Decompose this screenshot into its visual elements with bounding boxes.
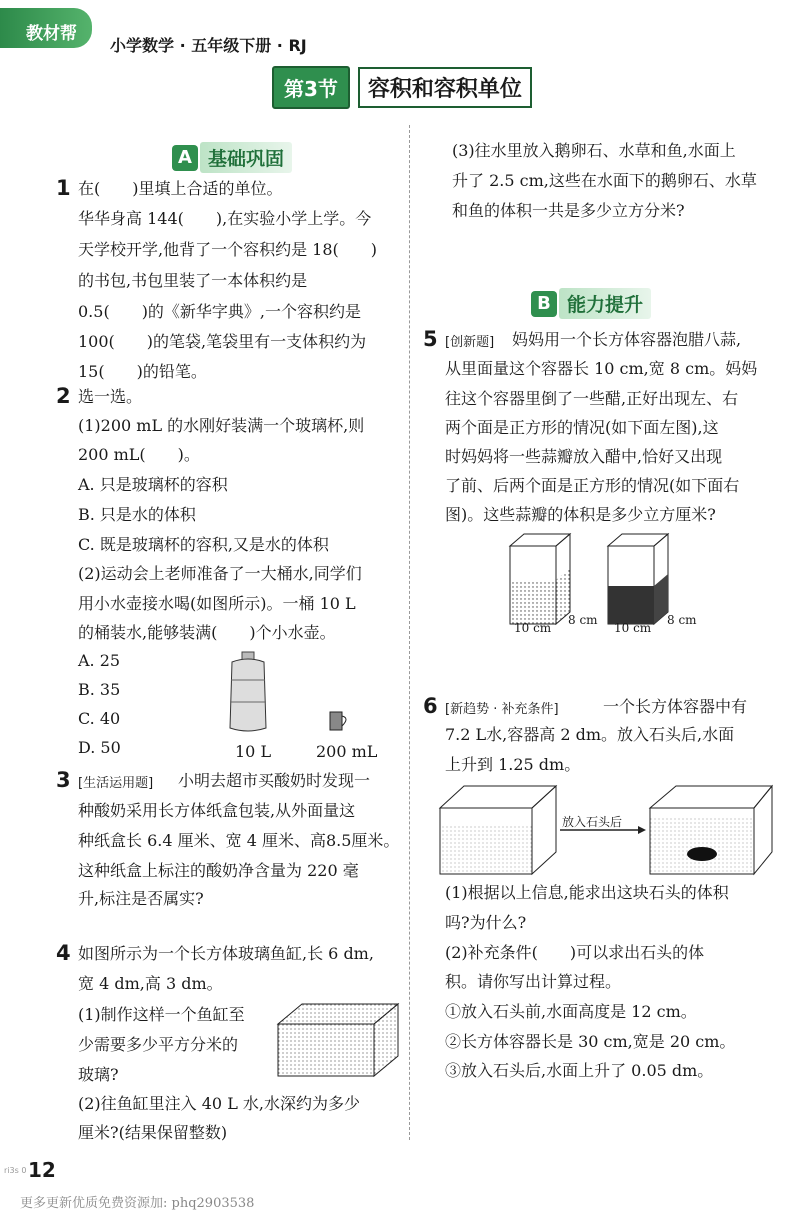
q2-line: (1)200 mL 的水刚好装满一个玻璃杯,则 — [78, 416, 365, 435]
right-container — [608, 534, 668, 624]
left-length-label: 10 cm — [514, 621, 552, 635]
right-width-label: 8 cm — [667, 613, 697, 627]
q2-option: A. 只是玻璃杯的容积 — [78, 475, 228, 494]
q6-line: 一个长方体容器中有 — [603, 697, 748, 716]
part-a-badge — [172, 142, 292, 173]
q4-3-line: (3)往水里放入鹅卵石、水草和鱼,水面上 — [452, 141, 736, 160]
q2-line: 200 mL( )。 — [78, 445, 200, 464]
q2-number: 2 — [56, 384, 71, 408]
water-bucket-figure — [218, 650, 378, 740]
q2-choice: C. 40 — [78, 709, 121, 728]
q1-line: 的书包,书包里装了一本体积约是 — [78, 271, 308, 290]
section-number: 第3节 — [272, 66, 350, 109]
q1-line: 15( )的铅笔。 — [78, 362, 207, 381]
q4-line: (1)制作这样一个鱼缸至 — [78, 1005, 245, 1024]
arrow-head — [638, 826, 646, 834]
column-divider — [409, 125, 410, 1140]
q1-line: 天学校开学,他背了一个容积约是 18( ) — [78, 240, 378, 259]
q6-condition: ②长方体容器长是 30 cm,宽是 20 cm。 — [445, 1032, 736, 1051]
q4-3-line: 和鱼的体积一共是多少立方分米? — [452, 201, 685, 220]
q2-option: B. 只是水的体积 — [78, 505, 196, 524]
q3-line: 种酸奶采用长方体纸盒包装,从外面量这 — [78, 801, 356, 820]
part-b-letter: B — [531, 291, 557, 317]
book-title: 小学数学 · 五年级下册 · RJ — [110, 36, 307, 55]
container-before — [440, 786, 556, 874]
q2-choice: B. 35 — [78, 680, 121, 699]
q4-3-line: 升了 2.5 cm,这些在水面下的鹅卵石、水草 — [452, 171, 757, 190]
fish-tank-figure — [274, 1000, 404, 1080]
q5-number: 5 — [423, 327, 438, 351]
part-b-badge — [531, 288, 651, 319]
page-mark: ri3s 0 — [4, 1166, 27, 1175]
q2-choice: D. 50 — [78, 738, 121, 757]
q2-line: 选一选。 — [78, 387, 143, 406]
q3-line: 种纸盒长 6.4 厘米、宽 4 厘米、高8.5厘米。 — [78, 831, 400, 850]
q6-number: 6 — [423, 694, 438, 718]
brand-label: 教材帮 — [26, 24, 77, 44]
q1-line: 华华身高 144( ),在实验小学上学。今 — [78, 209, 372, 228]
q6-tag: [新趋势 · 补充条件] — [445, 702, 559, 717]
q4-line: 宽 4 dm,高 3 dm。 — [78, 974, 223, 993]
left-container — [510, 534, 570, 624]
stone-containers-figure — [438, 782, 778, 878]
q2-line: 的桶装水,能够装满( )个小水壶。 — [78, 623, 336, 642]
stone — [687, 847, 717, 861]
container-after — [650, 786, 772, 874]
q4-line: (2)往鱼缸里注入 40 L 水,水深约为多少 — [78, 1094, 360, 1113]
q4-line: 玻璃? — [78, 1065, 119, 1084]
q3-line: 小明去超市买酸奶时发现一 — [178, 771, 371, 790]
q5-line: 妈妈用一个长方体容器泡腊八蒜, — [512, 330, 742, 349]
arrow-label: 放入石头后 — [562, 815, 623, 829]
q6-line: 吗?为什么? — [445, 913, 527, 932]
q3-tag: [生活运用题] — [78, 776, 154, 791]
q3-line: 这种纸盒上标注的酸奶净含量为 220 毫 — [78, 861, 359, 880]
q4-line: 少需要多少平方分米的 — [78, 1035, 239, 1054]
q2-line: (2)运动会上老师准备了一大桶水,同学们 — [78, 564, 362, 583]
q6-line: 上升到 1.25 dm。 — [445, 755, 581, 774]
q5-line: 从里面量这个容器长 10 cm,宽 8 cm。妈妈 — [445, 359, 758, 378]
q2-choice: A. 25 — [78, 651, 121, 670]
right-length-label: 10 cm — [614, 621, 652, 635]
section-name: 容积和容积单位 — [358, 67, 532, 108]
q1-line: 100( )的笔袋,笔袋里有一支体积约为 — [78, 332, 367, 351]
page-number: 12 — [28, 1158, 56, 1182]
q5-tag: [创新题] — [445, 335, 495, 350]
q5-line: 两个面是正方形的情况(如下面左图),这 — [445, 418, 719, 437]
brand-tab — [0, 8, 92, 48]
q6-line: (1)根据以上信息,能求出这块石头的体积 — [445, 883, 729, 902]
q1-line: 在( )里填上合适的单位。 — [78, 179, 283, 198]
q1-number: 1 — [56, 176, 71, 200]
q2-line: 用小水壶接水喝(如图所示)。一桶 10 L — [78, 594, 356, 613]
q5-line: 图)。这些蒜瓣的体积是多少立方厘米? — [445, 505, 716, 524]
q4-line: 厘米?(结果保留整数) — [78, 1123, 228, 1142]
water-bucket-icon — [230, 652, 266, 731]
q4-line: 如图所示为一个长方体玻璃鱼缸,长 6 dm, — [78, 944, 374, 963]
part-a-label: 基础巩固 — [200, 142, 292, 173]
footer-note: 更多更新优质免费资源加: phq2903538 — [20, 1196, 255, 1211]
kettle-icon — [330, 712, 346, 730]
q2-option: C. 既是玻璃杯的容积,又是水的体积 — [78, 535, 329, 554]
part-a-letter: A — [172, 145, 198, 171]
q4-number: 4 — [56, 941, 71, 965]
bucket-label: 10 L — [235, 742, 272, 761]
q5-line: 了前、后两个面是正方形的情况(如下面右 — [445, 476, 740, 495]
q6-condition: ③放入石头后,水面上升了 0.05 dm。 — [445, 1061, 714, 1080]
q5-line: 往这个容器里倒了一些醋,正好出现左、右 — [445, 389, 739, 408]
q1-line: 0.5( )的《新华字典》,一个容积约是 — [78, 302, 362, 321]
q6-condition: ①放入石头前,水面高度是 12 cm。 — [445, 1002, 697, 1021]
q3-number: 3 — [56, 768, 71, 792]
q5-line: 时妈妈将一些蒜瓣放入醋中,恰好又出现 — [445, 447, 723, 466]
q6-line: 7.2 L水,容器高 2 dm。放入石头后,水面 — [445, 725, 735, 744]
section-title — [272, 68, 532, 106]
q6-line: (2)补充条件( )可以求出石头的体 — [445, 943, 705, 962]
part-b-label: 能力提升 — [559, 288, 651, 319]
q6-line: 积。请你写出计算过程。 — [445, 972, 622, 991]
left-width-label: 8 cm — [568, 613, 598, 627]
q3-line: 升,标注是否属实? — [78, 889, 204, 908]
kettle-label: 200 mL — [316, 742, 378, 761]
